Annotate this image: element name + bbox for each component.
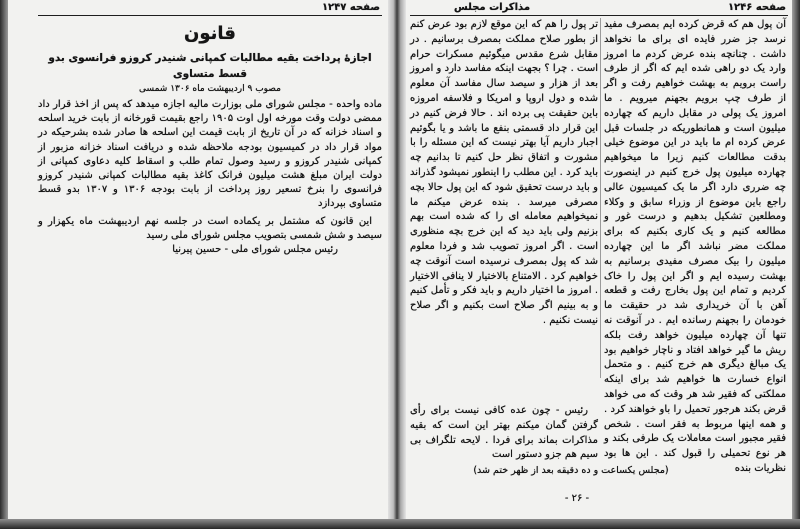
journal-title: مذاکرات مجلس	[454, 2, 531, 13]
debate-column-left: تر پول را هم که این موقع لازم بود عرض کنم از بطور صلاح مملکت بمصرف برسانیم . در مقابل شرع مقدس میگوئیم مسکرات حرام است . چرا ؟ بجهت اینکه مفاسد دارد و امروز بعد از هزار و سیصد سال مفاسد آن معلوم شده و دول اروپا و امریکا و فلاسفه امروزه باین حقیقت پی برده اند . حالا فرض کنیم در این قرار داد قسمتی بنفع ما باشد و یا بگوئیم اجبار داریم آیا بهتر نیست که این مسئله را با مشورت و اتفاق نظر حل کنیم تا بدانیم چه باید کرد . این مطلب را اینطور نمیشود گذراند و باید درست تحقیق شود که این پول حالا بچه مصرفی میرسد . بنده عرض میکنم ما نمیخواهیم معامله ای را که شده است بهم بزنیم ولی باید دید که این خرج بچه منظوری است . اگر امروز تصویب شد و فردا معلوم شد که پول بمصرف نرسیده است آنوقت چه خواهیم کرد . الامتناع بالاختیار لا ینافی الاختیار . امروز ما اختیار داریم و باید فکر و تأمل کنیم و به بینیم اگر صلاح است بکنیم و اگر صلاح نیست نکنیم .	[410, 19, 598, 326]
speaker-signature: رئیس مجلس شورای ملی - حسین پیرنیا	[172, 244, 338, 256]
law-text	[38, 22, 382, 257]
left-page	[8, 0, 388, 519]
scan-border-right	[792, 0, 800, 529]
scan-border-left	[0, 0, 8, 529]
scan-border-bottom	[0, 519, 800, 529]
folio-number: - ۲۶ -	[564, 493, 590, 504]
approval-date: مصوب ۹ اردیبهشت ماه ۱۳۰۶ شمسی	[139, 84, 281, 94]
book-gutter	[388, 0, 406, 519]
law-subtitle: اجازهٔ پرداخت بقیه مطالبات کمپانی شنیدر کروزو فرانسوی بدو قسط متساوی	[48, 52, 372, 80]
debate-column-right: آن پول هم که قرض کرده ایم بمصرف مفید نرسد جز ضرر فایده ای برای ما نخواهد داشت . چنانچه بنده عرض کردم ما امروز وارد یک دو راهی شده ایم که اگر از طرف راست برویم به بهشت خواهیم رفت و اگر از طرف چپ برویم بجهنم میرویم . ما امروز یک پولی در مقابل داریم که چهارده میلیون است و همانطوریکه در جلسات قبل عرض کرده ام ما باید در این موضوع خیلی بدقت مطالعات کنیم زیرا ما میخواهیم چهارده میلیون پول خرج کنیم در اینصورت چه ضرری دارد اگر ما یک کمیسیون عالی راجع باین موضوع از وزراء سابق و وکلاء ومطلعین تشکیل بدهیم و درست غور و مطالعه کنیم و یک کاری بکنیم که برای مملکت مضر نباشد اگر ما این چهارده میلیون را بیک مصرف مفیدی برسانیم به بهشت رسیده ایم و اگر این پول را خاک کردیم و تمام این پول بخارج رفت و قطعه آهن با آن خریداری شد در حقیقت ما خودمان را بجهنم رسانده ایم . در آنوقت نه تنها آن چهارده میلیون خواهد رفت بلکه ریش ما گیر خواهد افتاد و ناچار خواهیم بود یک مبالغ دیگری هم خرج کنیم . و متحمل انواع خسارت ها خواهیم شد برای اینکه مملکتی که فقیر شد هر وقت که می خواهد قرض بکند هرجور تحمیل را باو خواهند کرد . و همه اینها مربوط به فقر است . شخص فقیر مجبور است معاملات یک طرفی بکند و هر نوع تحمیلی را قبول کند . این ها بود نظریات بنده	[604, 19, 786, 474]
header-rule	[38, 15, 382, 16]
right-page-number: صفحه ۱۲۴۶	[727, 2, 786, 13]
right-page	[406, 0, 792, 519]
president-remark: رئیس - چون عده کافی نیست برای رأی گرفتن گمان میکنم بهتر این است که بقیه مذاکرات بماند برای فردا . لایحه تلگراف بی سیم هم جزو دستور است	[410, 405, 598, 461]
header-rule	[410, 15, 788, 16]
single-article: ماده واحده - مجلس شورای ملی بوزارت مالیه اجازه میدهد که پس از اخذ قرار داد ممضی دولت وقت مورخه اول اوت ۱۹۰۵ راجع بقیمت قورخانه از بابت خرید اسلحه و اسناد خزانه که در آن تاریخ از بابت قیمت این اسلحه ها صادر شده بشرحیکه در مواد قرار داد در کمیسیون بودجه ملاحظه شده و دریافت اسناد خزانه مزبور از کمپانی شنیدر کروزو و رسید وصول تمام طلب و اسقاط کلیه دعاوی کمپانی از دولت ایران مبلغ هشت میلیون فرانک کاغذ بقیه مطالبات کمپانی شنیدر کروزو فرانسوی را بنرخ تسعیر روز پرداخت از بابت بودجه ۱۳۰۶ و ۱۳۰۷ بدو قسط متساوی بپردازد	[38, 99, 382, 210]
left-page-number: صفحه ۱۲۴۷	[321, 2, 380, 13]
law-title: قانون	[184, 23, 236, 44]
column-divider	[600, 18, 601, 378]
enactment-note: این قانون که مشتمل بر یکماده است در جلسه نهم اردیبهشت ماه یکهزار و سیصد و شش شمسی بتصویب مجلس شورای ملی رسید	[38, 215, 382, 241]
adjournment-note: (مجلس یکساعت و ده دقیقه بعد از ظهر ختم شد)	[473, 465, 669, 476]
